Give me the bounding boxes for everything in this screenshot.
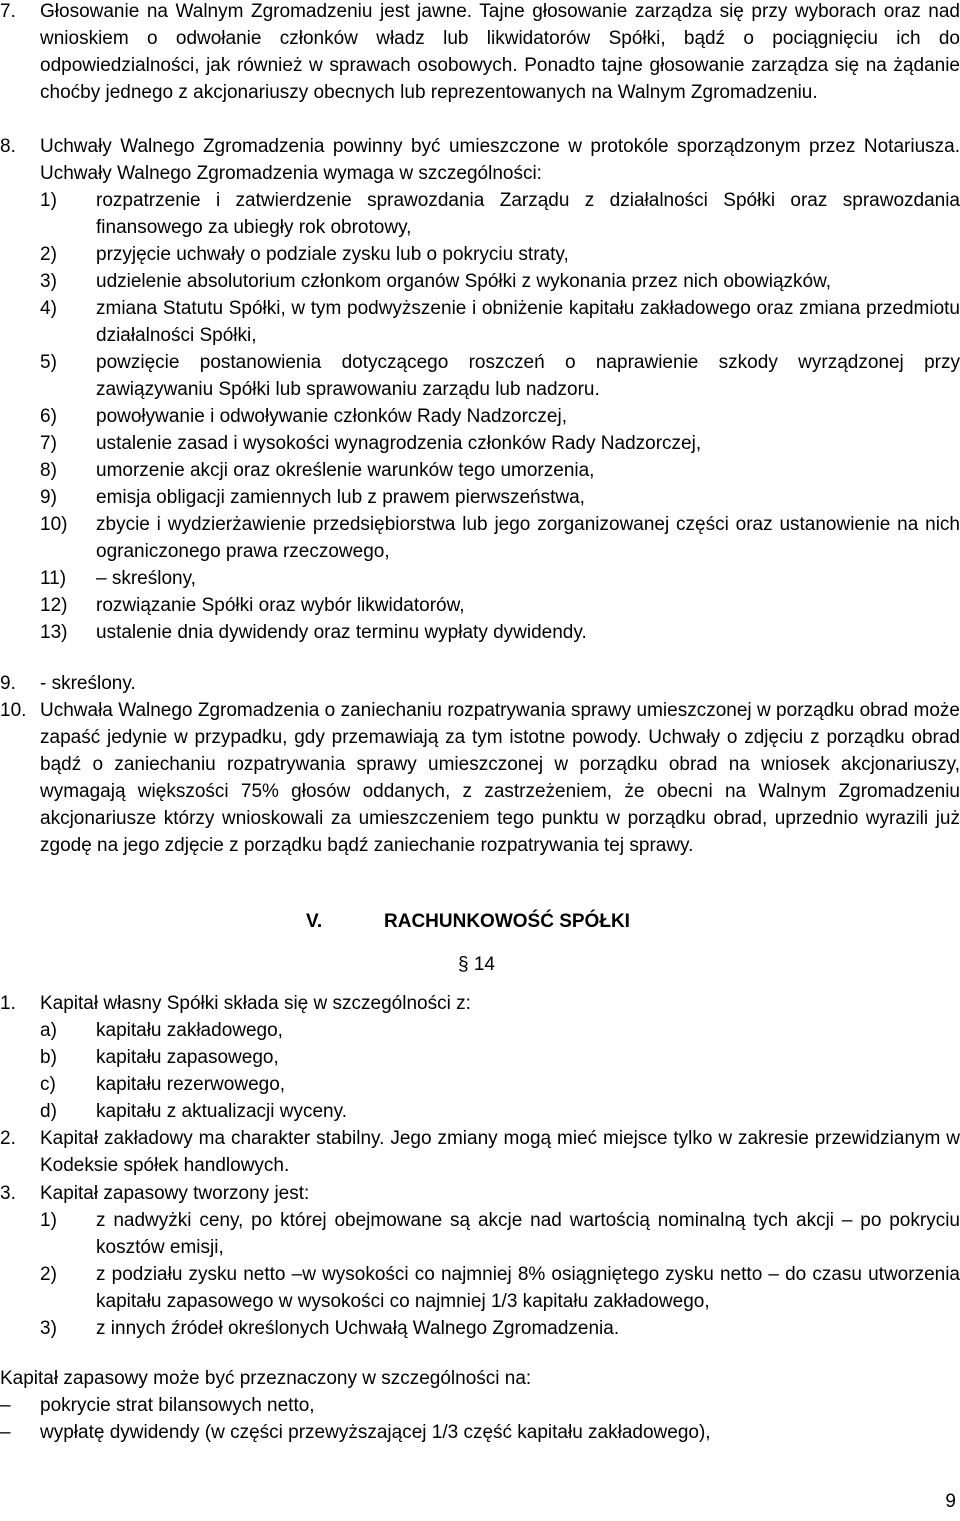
sub-item-3 [40,1315,960,1342]
sub-item-text: – skreślony, [96,568,196,589]
sub-item-6 [40,403,960,430]
item-number: 8. [0,136,16,157]
list-item-9 [0,670,960,697]
sub-item-number: 5) [40,352,57,373]
sub-item-2 [40,241,960,268]
sub-item-number: 7) [40,433,57,454]
list-item-7 [0,0,960,106]
sub-item-12 [40,592,960,619]
list-item-10 [0,697,960,859]
sub-item-text: zbycie i wydzierżawienie przedsiębiorstwa lub jego zorganizowanej części oraz ustanowienie na nich ograniczonego prawa rzeczowego, [96,514,960,562]
item-text: Kapitał własny Spółki składa się w szczególności z: [40,993,471,1014]
sub-item-text: kapitału rezerwowego, [96,1074,286,1095]
sub-item-number: 10) [40,514,68,535]
capital-item-2 [0,1125,960,1179]
sub-item-number: 2) [40,1264,57,1285]
sub-item-13 [40,619,960,646]
capital-item-1 [0,990,960,1125]
sub-item-text: kapitału z aktualizacji wyceny. [96,1101,347,1122]
sub-item-text: rozwiązanie Spółki oraz wybór likwidatorów, [96,595,465,616]
item-text: Głosowanie na Walnym Zgromadzeniu jest jawne. Tajne głosowanie zarządza się przy wyborach oraz nad wnioskiem o odwołanie członków władz lub likwidatorów Spółki, bądź o pociągnięciu ich do odpowiedzialności, jak również w sprawach osobowych. Ponadto tajne głosowanie zarządza się na żądanie choćby jednego z akcjonariuszy obecnych lub reprezentowanych na Walnym Zgromadzeniu. [40,1,960,103]
sub-item-1 [40,187,960,241]
sub-item-text: kapitału zakładowego, [96,1020,283,1041]
section-number: V. [306,911,323,932]
dash-bullet: – [0,1422,11,1443]
page-number: 9 [945,1491,956,1512]
sub-item-text: powzięcie postanowienia dotyczącego roszczeń o naprawienie szkody wyrządzonej przy zawiązywaniu Spółki lub sprawowaniu zarządu lub nadzoru. [96,352,960,400]
sub-item-number: 2) [40,244,57,265]
sub-item-7 [40,430,960,457]
sub-item-text: z nadwyżki ceny, po której obejmowane są akcje nad wartością nominalną tych akcji – po pokryciu kosztów emisji, [96,1210,960,1258]
capital-item-3 [0,1180,960,1342]
sub-item-text: emisja obligacji zamiennych lub z prawem pierwszeństwa, [96,487,585,508]
bullet-text: pokrycie strat bilansowych netto, [40,1395,315,1416]
sub-item-c [40,1071,960,1098]
sub-item-text: udzielenie absolutorium członkom organów Spółki z wykonania przez nich obowiązków, [96,271,832,292]
item-number: 7. [0,1,16,22]
sub-item-number: 3) [40,271,57,292]
reserve-bullet-2 [0,1419,960,1446]
list-item-8 [0,133,960,646]
item-text: - skreślony. [40,673,136,694]
sub-item-d [40,1098,960,1125]
sub-item-number: 3) [40,1318,57,1339]
sub-item-text: z podziału zysku netto –w wysokości co najmniej 8% osiągniętego zysku netto – do czasu utworzenia kapitału zapasowego w wysokości co najmniej 1/3 kapitału zakładowego, [96,1264,960,1312]
sub-item-8 [40,457,960,484]
sub-item-number: 4) [40,298,57,319]
item-text: Kapitał zakładowy ma charakter stabilny. Jego zmiany mogą mieć miejsce tylko w zakresie przewidzianym w Kodeksie spółek handlowych. [40,1128,960,1176]
sub-item-number: 1) [40,190,57,211]
sub-item-1 [40,1207,960,1261]
sub-item-text: rozpatrzenie i zatwierdzenie sprawozdania Zarządu z działalności Spółki oraz sprawozdania finansowego za ubiegły rok obrotowy, [96,190,960,238]
sub-item-text: umorzenie akcji oraz określenie warunków tego umorzenia, [96,460,595,481]
sub-item-a [40,1017,960,1044]
item-number: 1. [0,993,16,1014]
item-number: 10. [0,700,27,721]
item-number: 2. [0,1128,16,1149]
sub-item-text: zmiana Statutu Spółki, w tym podwyższenie i obniżenie kapitału zakładowego oraz zmiana przedmiotu działalności Spółki, [96,298,960,346]
item-text: Uchwały Walnego Zgromadzenia powinny być umieszczone w protokóle sporządzonym przez Notariusza. Uchwały Walnego Zgromadzenia wymaga w szczególności: [40,136,960,184]
sub-item-b [40,1044,960,1071]
item-number: 3. [0,1183,16,1204]
sub-item-number: 11) [40,568,67,589]
sub-item-text: przyjęcie uchwały o podziale zysku lub o pokryciu straty, [96,244,569,265]
sub-item-text: kapitału zapasowego, [96,1047,279,1068]
dash-bullet: – [0,1395,11,1416]
sub-item-2 [40,1261,960,1315]
sub-item-number: 13) [40,622,68,643]
section-title: RACHUNKOWOŚĆ SPÓŁKI [384,911,630,932]
sub-item-5 [40,349,960,403]
paragraph-number: § 14 [458,954,495,975]
sub-item-number: a) [40,1020,57,1041]
reserve-intro: Kapitał zapasowy może być przeznaczony w szczególności na: [0,1368,532,1389]
sub-item-text: powoływanie i odwoływanie członków Rady Nadzorczej, [96,406,568,427]
sub-item-text: ustalenie zasad i wysokości wynagrodzenia członków Rady Nadzorczej, [96,433,702,454]
sub-item-3 [40,268,960,295]
item-text: Uchwała Walnego Zgromadzenia o zaniechaniu rozpatrywania sprawy umieszczonej w porządku obrad może zapaść jedynie w przypadku, gdy przemawiają za tym istotne powody. Uchwały o zdjęciu z porządku obrad bądź o zaniechaniu rozpatrywania sprawy umieszczonej w porządku obrad na wniosek akcjonariuszy, wymagają większości 75% głosów oddanych, z zastrzeżeniem, że obecni na Walnym Zgromadzeniu akcjonariusze którzy wnioskowali za umieszczeniem tego punktu w porządku obrad, uprzednio wyrazili już zgodę na jego zdjęcie z porządku bądź zaniechanie rozpatrywania tej sprawy. [40,700,960,856]
sub-item-number: c) [40,1074,56,1095]
sub-item-number: b) [40,1047,57,1068]
sub-item-text: ustalenie dnia dywidendy oraz terminu wypłaty dywidendy. [96,622,587,643]
sub-item-4 [40,295,960,349]
sub-item-10 [40,511,960,565]
item-text: Kapitał zapasowy tworzony jest: [40,1183,310,1204]
sub-item-9 [40,484,960,511]
sub-item-number: 6) [40,406,57,427]
item-number: 9. [0,673,16,694]
sub-item-number: 8) [40,460,57,481]
section-heading [0,908,960,938]
sub-item-number: 9) [40,487,57,508]
sub-item-number: 12) [40,595,68,616]
sub-item-text: z innych źródeł określonych Uchwałą Walnego Zgromadzenia. [96,1318,620,1339]
bullet-text: wypłatę dywidendy (w części przewyższającej 1/3 część kapitału zakładowego), [40,1422,711,1443]
sub-item-number: 1) [40,1210,57,1231]
reserve-bullet-1 [0,1392,960,1419]
sub-item-number: d) [40,1101,57,1122]
sub-item-11 [40,565,960,592]
